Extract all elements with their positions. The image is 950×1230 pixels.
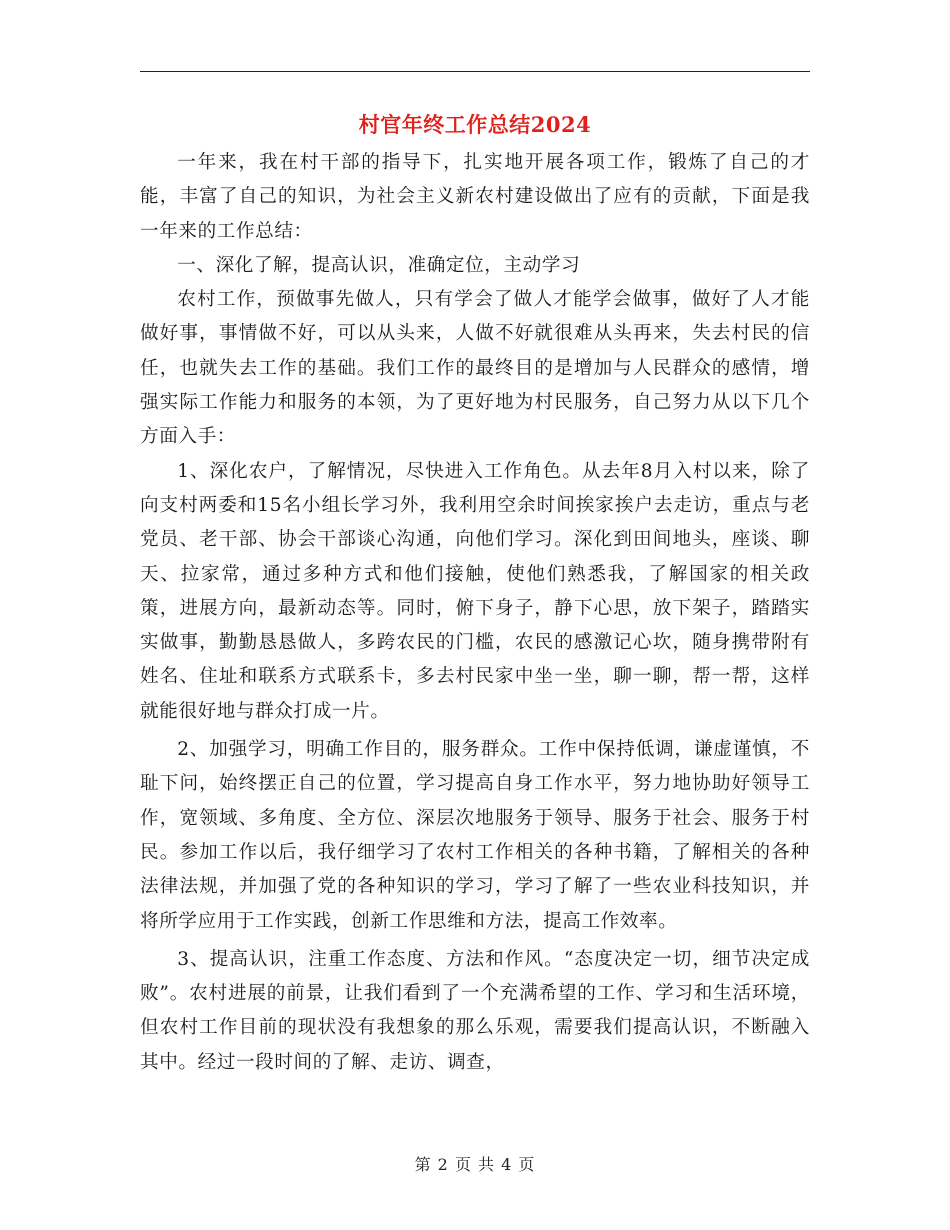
paragraph-item-3: 3、提高认识，注重工作态度、方法和作风。“态度决定一切，细节决定成败”。农村进展的前景，让我们看到了一个充满希望的工作、学习和生活环境，但农村工作目前的现状没有我想象的那么乐观，需要我们提高认识，不断融入其中。经过一段时间的了解、走访、调查， [140,948,810,1073]
paragraph-item-1: 1、深化农户，了解情况，尽快进入工作角色。从去年8月入村以来，除了向支村两委和15名小组长学习外，我利用空余时间挨家挨户去走访，重点与老党员、老干部、协会干部谈心沟通，向他们学习。深化到田间地头，座谈、聊天、拉家常，通过多种方式和他们接触，使他们熟悉我，了解国家的相关政策，进展方向，最新动态等。同时，俯下身子，静下心思，放下架子，踏踏实实做事，勤勤恳恳做人，多跨农民的门槛，农民的感激记心坎，随身携带附有姓名、住址和联系方式联系卡，多去村民家中坐一坐，聊一聊，帮一帮，这样就能很好地与群众打成一片。 [140,460,810,722]
section-heading: 一、深化了解，提高认识，准确定位，主动学习 [177,254,581,276]
header-rule [140,71,810,72]
paragraph-item-2: 2、加强学习，明确工作目的，服务群众。工作中保持低调，谦虚谨慎，不耻下问，始终摆正自己的位置，学习提高自身工作水平，努力地协助好领导工作，宽领域、多角度、全方位、深层次地服务于领导、服务于社会、服务于村民。参加工作以后，我仔细学习了农村工作相关的各种书籍，了解相关的各种法律法规，并加强了党的各种知识的学习，学习了解了一些农业科技知识，并将所学应用于工作实践，创新工作思维和方法，提高工作效率。 [140,739,810,932]
document-body [140,146,810,1080]
document-title: 村官年终工作总结2024 [358,112,592,137]
paragraph-section-1: 农村工作，预做事先做人，只有学会了做人才能学会做事，做好了人才能做好事，事情做不好，可以从头来，人做不好就很难从头再来，失去村民的信任，也就失去工作的基础。我们工作的最终目的是增加与人民群众的感情，增强实际工作能力和服务的本领，为了更好地为村民服务，自己努力从以下几个方面入手： [140,289,810,448]
paragraph-intro: 一年来，我在村干部的指导下，扎实地开展各项工作，锻炼了自己的才能，丰富了自己的知识，为社会主义新农村建设做出了应有的贡献，下面是我一年来的工作总结： [140,152,810,242]
page-number: 第 2 页 共 4 页 [414,1155,536,1174]
